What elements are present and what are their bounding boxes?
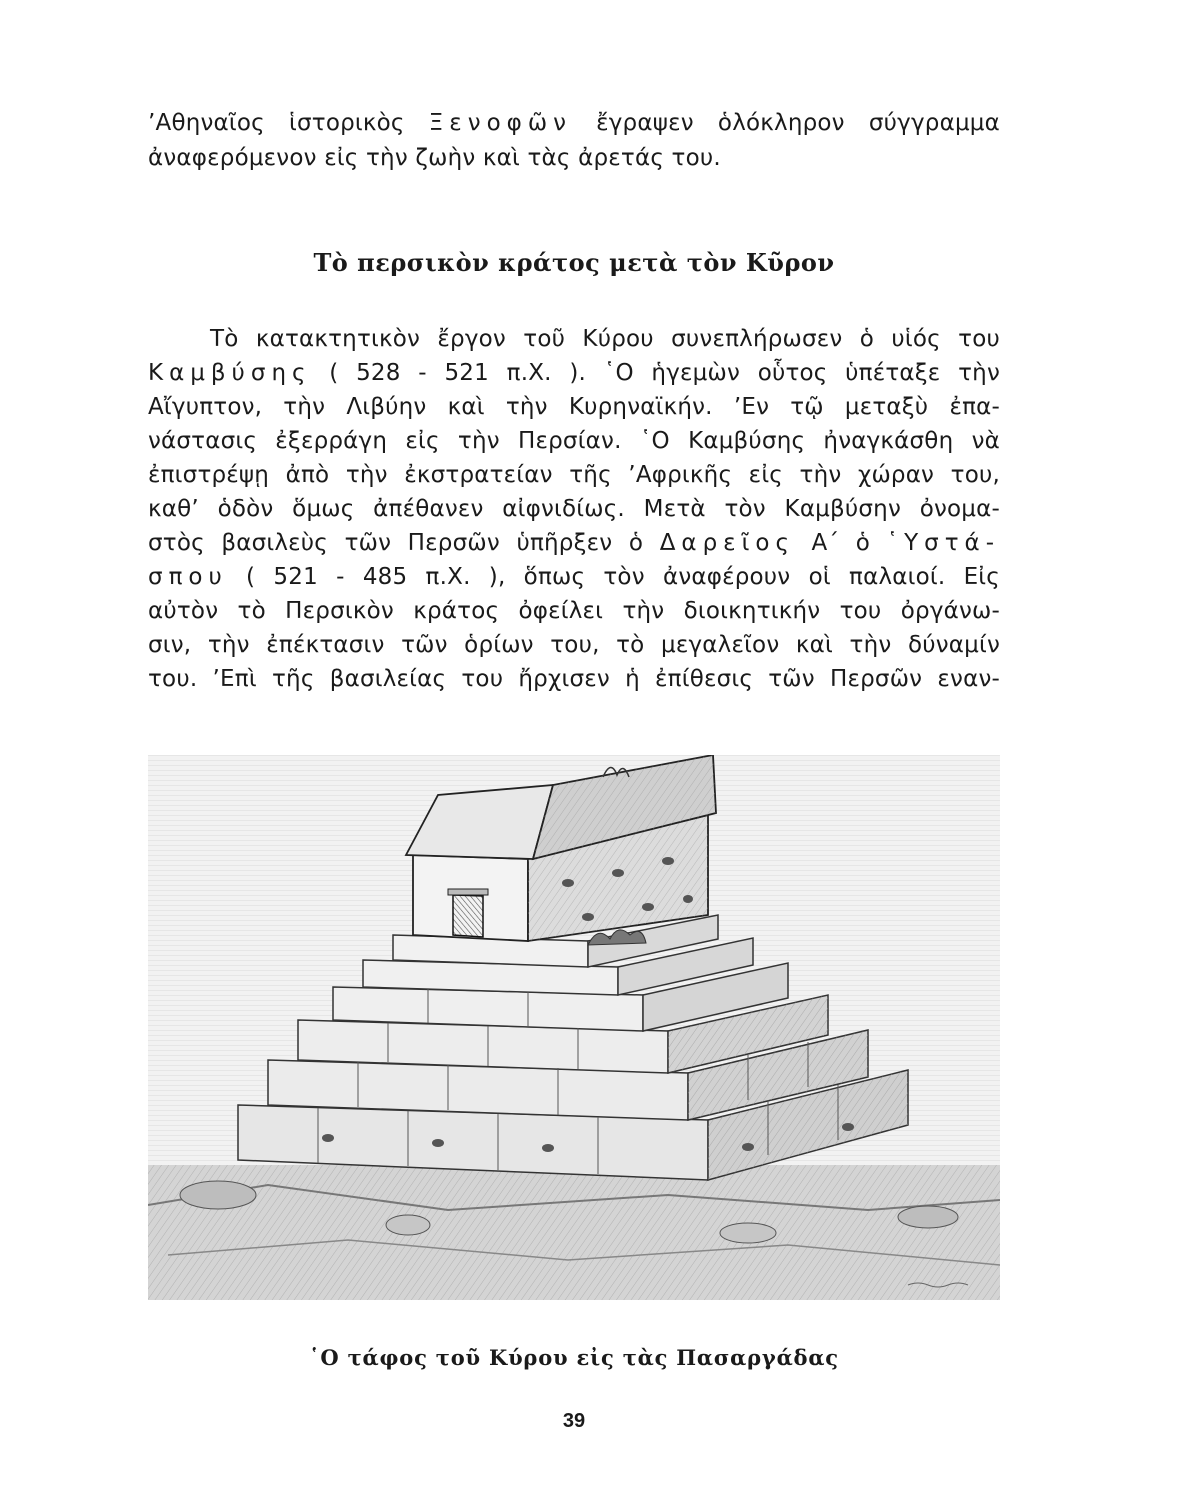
paragraph-line-5: ἐπιστρέψῃ ἀπὸ τὴν ἐκστρατείαν τῆς ’Αφρικῆς εἰς τὴν χώραν του, [148, 462, 1000, 488]
paragraph-line-2 [148, 356, 1000, 390]
intro-text: ’Αθηναῖος ἱστορικὸς [148, 110, 429, 136]
intro-line-1 [148, 106, 1000, 140]
spaced-name-darius: Δαρεῖος [659, 530, 795, 556]
page-number: 39 [562, 1410, 586, 1432]
paragraph-line-9: αὐτὸν τὸ Περσικὸν κράτος ὀφείλει τὴν διοικητικήν του ὀργάνω- [148, 598, 1000, 624]
paragraph-line-7 [148, 526, 1000, 560]
paragraph-line-11: του. ’Επὶ τῆς βασιλείας του ἤρχισεν ἡ ἐπίθεσις τῶν Περσῶν εναν- [148, 666, 1000, 692]
spaced-name-cambyses: Καμβύσης [148, 360, 312, 386]
paragraph-text: ( 521 - 485 π.Χ. ), ὅπως τὸν ἀναφέρουν οἱ παλαιοί. Εἰς [227, 564, 1000, 590]
intro-text: ἔγραψεν ὁλόκληρον σύγγραμμα [571, 110, 1000, 136]
tomb-engraving-icon [148, 755, 1000, 1300]
paragraph-text: στὸς βασιλεὺς τῶν Περσῶν ὑπῆρξεν ὁ [148, 530, 660, 556]
paragraph-line-1: Τὸ κατακτητικὸν ἔργον τοῦ Κύρου συνεπλήρωσεν ὁ υἱός του [210, 326, 1000, 352]
paragraph-text: ( 528 - 521 π.Χ. ). ῾Ο ἡγεμὼν οὗτος ὑπέταξε τὴν [311, 360, 1000, 386]
spaced-name-hystaspes-end: σπου [148, 564, 228, 590]
intro-line-2: ἀναφερόμενον εἰς τὴν ζωὴν καὶ τὰς ἀρετάς του. [148, 145, 721, 171]
tomb-of-cyrus-illustration [148, 755, 1000, 1300]
spaced-name-hystaspes: ῾Υστά- [886, 530, 1000, 556]
paragraph-line-10: σιν, τὴν ἐπέκτασιν τῶν ὁρίων του, τὸ μεγαλεῖον καὶ τὴν δύναμίν [148, 632, 1000, 658]
spaced-name-xenophon: Ξενοφῶν [428, 110, 572, 136]
paragraph-line-4: νάστασις ἐξερράγη εἰς τὴν Περσίαν. ῾Ο Καμβύσης ἠναγκάσθη νὰ [148, 428, 1000, 454]
figure-caption: ῾Ο τάφος τοῦ Κύρου εἰς τὰς Πασαργάδας [309, 1345, 839, 1370]
paragraph-line-3: Αἴγυπτον, τὴν Λιβύην καὶ τὴν Κυρηναϊκήν. ’Εν τῷ μεταξὺ ἐπα- [148, 394, 1000, 420]
paragraph-text: Α΄ ὁ [794, 530, 887, 556]
section-heading: Τὸ περσικὸν κράτος μετὰ τὸν Κῦρον [313, 248, 835, 277]
paragraph-line-8 [148, 560, 1000, 594]
paragraph-line-6: καθ’ ὁδὸν ὅμως ἀπέθανεν αἰφνιδίως. Μετὰ τὸν Καμβύσην ὀνομα- [148, 496, 1000, 522]
